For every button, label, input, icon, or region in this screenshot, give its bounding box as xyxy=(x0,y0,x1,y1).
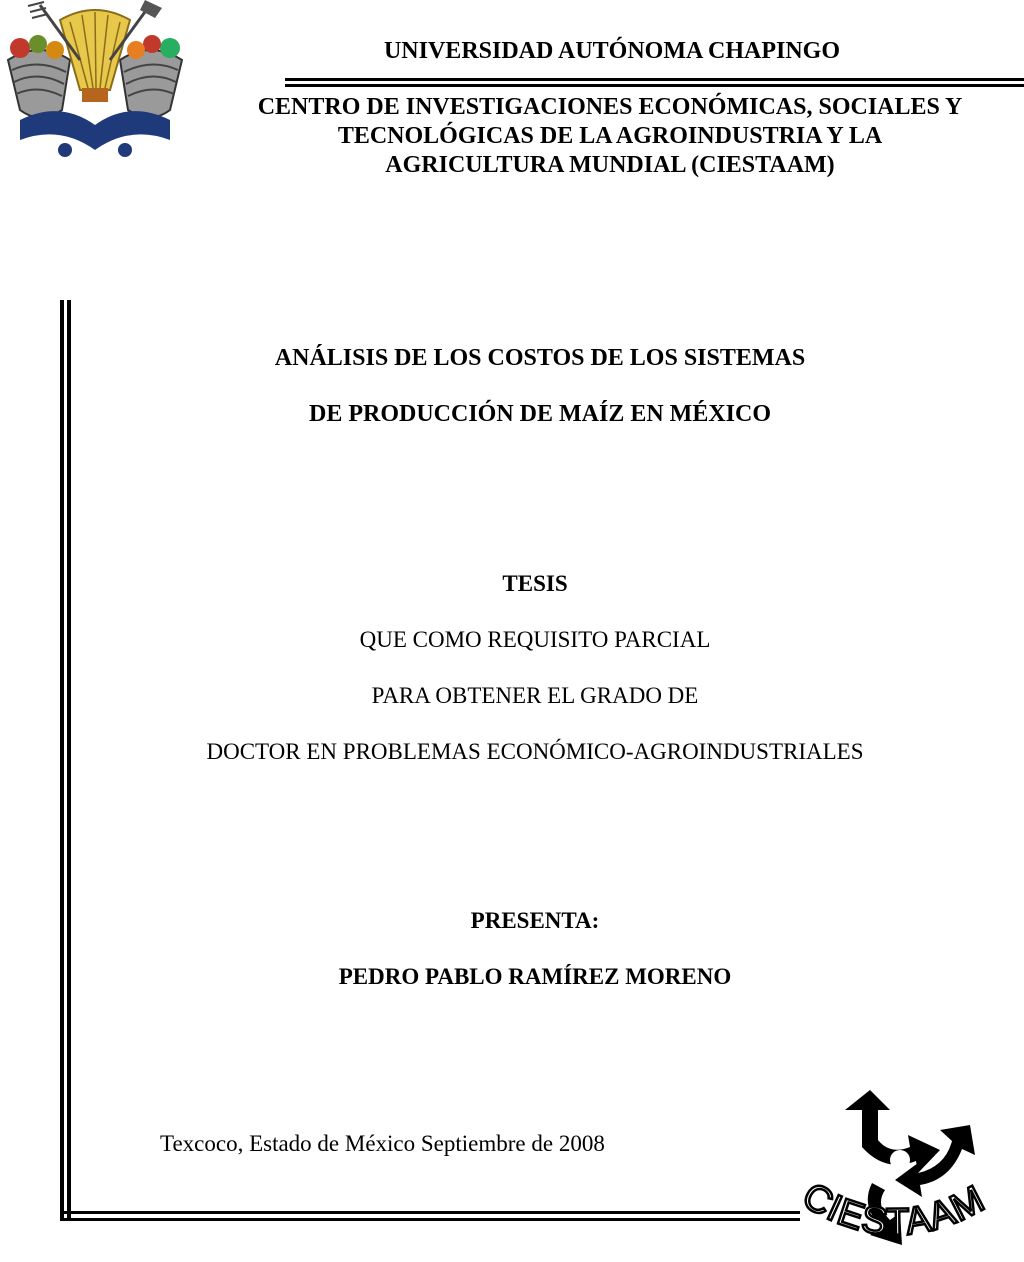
border-left xyxy=(60,300,64,1218)
border-left xyxy=(67,300,71,1218)
center-name-line: CENTRO DE INVESTIGACIONES ECONÓMICAS, SOCIALES Y xyxy=(257,94,963,120)
author-name: PEDRO PABLO RAMÍREZ MORENO xyxy=(338,964,732,989)
requirement-line: QUE COMO REQUISITO PARCIAL xyxy=(359,627,711,652)
university-name: UNIVERSIDAD AUTÓNOMA CHAPINGO xyxy=(383,38,841,64)
document-type: TESIS xyxy=(502,571,568,596)
svg-text:CIESTAAM xyxy=(795,1175,992,1244)
requirement-line: DOCTOR EN PROBLEMAS ECONÓMICO-AGROINDUSTRIALES xyxy=(206,739,864,764)
thesis-title-line: DE PRODUCCIÓN DE MAÍZ EN MÉXICO xyxy=(308,401,771,427)
ciestaam-logo-text: CIESTAAM xyxy=(795,1174,992,1244)
chapingo-emblem-icon xyxy=(0,0,190,170)
border-bottom xyxy=(60,1211,800,1214)
header-divider xyxy=(285,78,1024,81)
place-date: Texcoco, Estado de México Septiembre de 2008 xyxy=(160,1131,605,1156)
research-center-name xyxy=(205,93,1015,180)
requirement-line: PARA OBTENER EL GRADO DE xyxy=(371,683,699,708)
center-name-line: AGRICULTURA MUNDIAL (CIESTAAM) xyxy=(385,152,835,178)
header-divider xyxy=(285,84,1024,87)
border-bottom xyxy=(60,1218,800,1221)
center-name-line: TECNOLÓGICAS DE LA AGROINDUSTRIA Y LA xyxy=(337,123,883,149)
presents-label: PRESENTA: xyxy=(470,908,600,933)
thesis-title-line: ANÁLISIS DE LOS COSTOS DE LOS SISTEMAS xyxy=(274,345,806,371)
ciestaam-logo-icon xyxy=(790,1085,1015,1255)
